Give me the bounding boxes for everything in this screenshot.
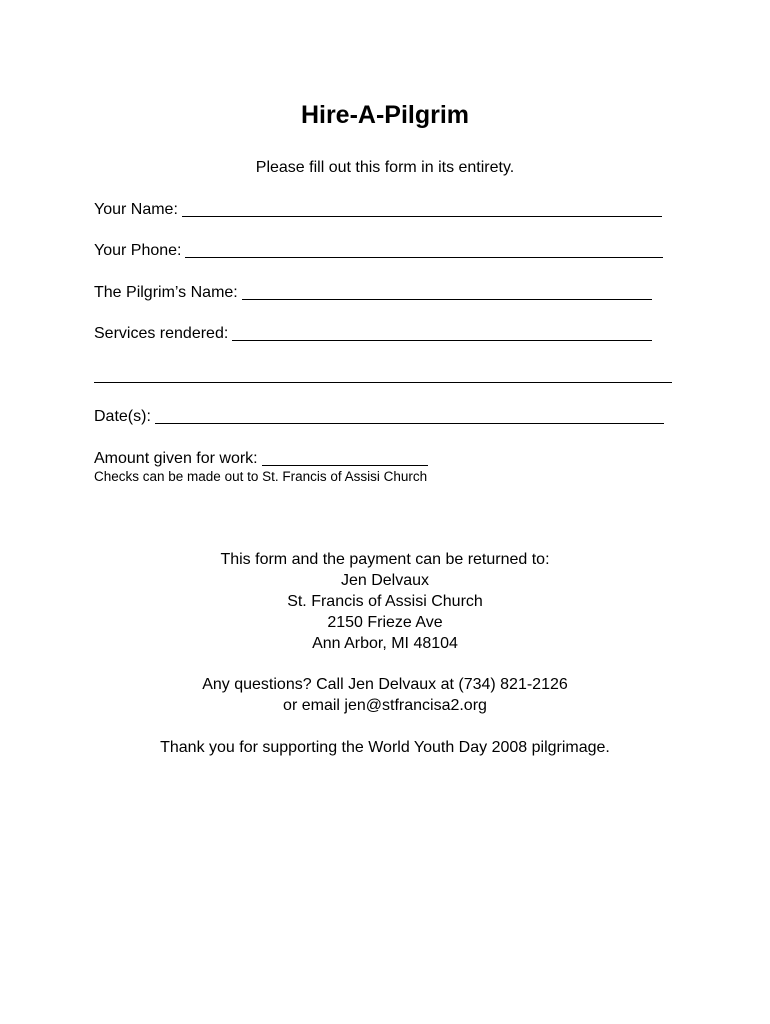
checks-note: Checks can be made out to St. Francis of Assisi Church xyxy=(94,469,428,484)
contact-phone-line: Any questions? Call Jen Delvaux at (734) 821-2126 xyxy=(202,676,568,693)
your-name-label: Your Name: xyxy=(94,201,178,218)
your-phone-blank[interactable] xyxy=(185,240,663,258)
your-name-field[interactable] xyxy=(94,198,662,220)
amount-blank[interactable] xyxy=(262,448,428,466)
form-instructions: Please fill out this form in its entirety. xyxy=(255,159,515,176)
services-rendered-blank[interactable] xyxy=(232,323,652,341)
dates-field[interactable] xyxy=(94,405,664,427)
pilgrim-name-field[interactable] xyxy=(94,281,652,303)
return-name: Jen Delvaux xyxy=(340,572,430,589)
services-rendered-field[interactable] xyxy=(94,322,652,344)
dates-blank[interactable] xyxy=(155,406,664,424)
pilgrim-name-blank[interactable] xyxy=(242,282,652,300)
thank-you-note: Thank you for supporting the World Youth Day 2008 pilgrimage. xyxy=(160,739,610,756)
return-city: Ann Arbor, MI 48104 xyxy=(312,635,458,652)
amount-label: Amount given for work: xyxy=(94,450,258,467)
return-intro: This form and the payment can be returned to: xyxy=(220,551,550,568)
services-continuation-field[interactable] xyxy=(94,364,672,386)
return-street: 2150 Frieze Ave xyxy=(327,614,443,631)
services-rendered-label: Services rendered: xyxy=(94,325,229,342)
return-organization: St. Francis of Assisi Church xyxy=(287,593,483,610)
contact-block xyxy=(0,674,770,716)
contact-email-line: or email jen@stfrancisa2.org xyxy=(283,697,487,714)
amount-field[interactable] xyxy=(94,447,428,469)
your-phone-field[interactable] xyxy=(94,239,663,261)
your-name-blank[interactable] xyxy=(182,199,662,217)
dates-label: Date(s): xyxy=(94,408,151,425)
return-address-block xyxy=(0,549,770,654)
your-phone-label: Your Phone: xyxy=(94,242,182,259)
pilgrim-name-label: The Pilgrim’s Name: xyxy=(94,284,238,301)
form-title: Hire-A-Pilgrim xyxy=(300,101,470,129)
services-continuation-blank[interactable] xyxy=(94,365,672,383)
